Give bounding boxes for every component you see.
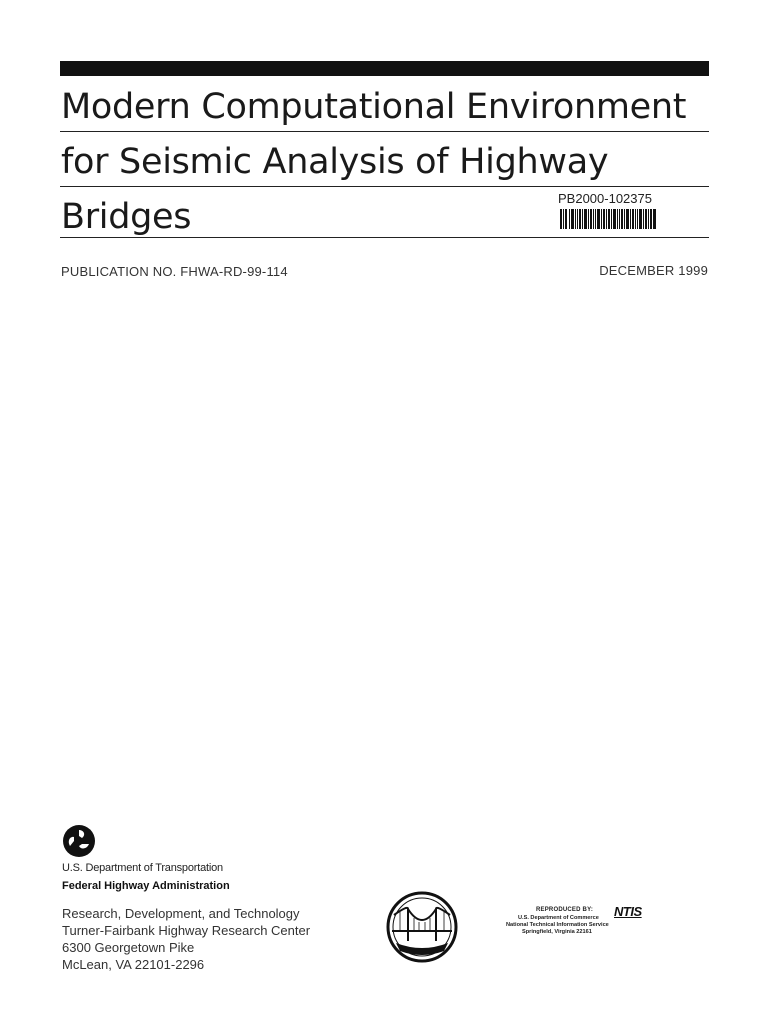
- barcode-icon: [560, 209, 656, 229]
- address-line: Turner-Fairbank Highway Research Center: [62, 923, 311, 938]
- dot-triskelion-icon: [62, 824, 96, 858]
- address-line: 6300 Georgetown Pike: [62, 940, 195, 955]
- agency-name: Federal Highway Administration: [62, 880, 230, 892]
- title-line-2: for Seismic Analysis of Highway: [61, 142, 609, 182]
- publication-number: PUBLICATION NO. FHWA-RD-99-114: [61, 264, 288, 279]
- address-block: [62, 905, 310, 973]
- title-line-1: Modern Computational Environment: [61, 87, 687, 127]
- address-line: McLean, VA 22101-2296: [62, 957, 205, 972]
- ntis-line: U.S. Department of Commerce: [518, 915, 599, 921]
- title-rule-1: [60, 131, 709, 132]
- address-line: Research, Development, and Technology: [62, 906, 300, 921]
- ntis-line: Springfield, Virginia 22161: [522, 929, 592, 935]
- title-rule-3: [60, 237, 709, 238]
- report-number: PB2000-102375: [558, 191, 652, 206]
- title-line-3: Bridges: [61, 197, 192, 237]
- bridge-seal-icon: [386, 891, 458, 963]
- department-name: U.S. Department of Transportation: [62, 862, 223, 874]
- title-bar: [60, 61, 709, 76]
- reproduced-by-label: REPRODUCED BY:: [536, 907, 594, 913]
- ntis-logo: NTIS: [614, 904, 642, 919]
- title-rule-2: [60, 186, 709, 187]
- publication-date: DECEMBER 1999: [599, 263, 708, 278]
- ntis-line: National Technical Information Service: [506, 922, 609, 928]
